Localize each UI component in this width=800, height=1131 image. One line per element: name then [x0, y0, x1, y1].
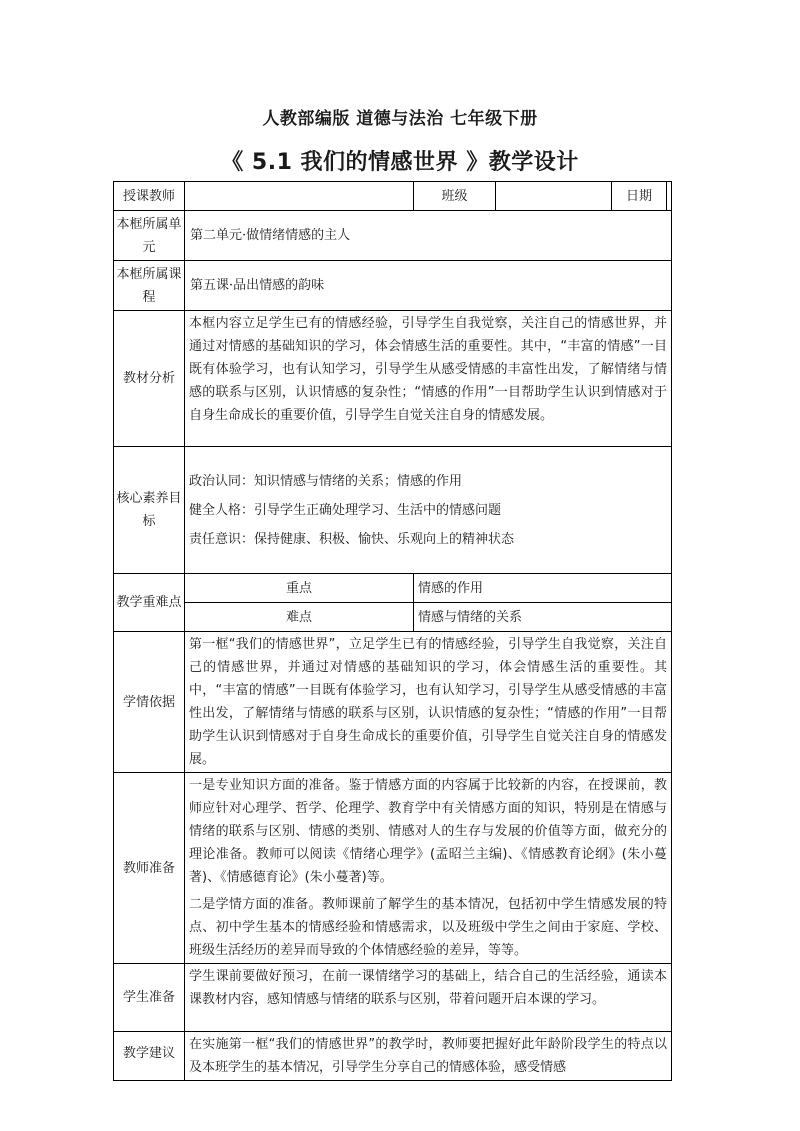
difficulty-value: 情感与情绪的关系: [414, 603, 672, 632]
teacher-value-cell[interactable]: [185, 182, 414, 211]
course-value: 第五课·品出情感的韵味: [185, 261, 672, 311]
class-value-cell[interactable]: [496, 182, 612, 211]
info-row: [114, 182, 672, 211]
focus-label: 重点: [185, 574, 414, 603]
student-basis-label: 学情依据: [114, 632, 185, 773]
key-point-row: [114, 574, 672, 603]
unit-label: 本框所属单元: [114, 211, 185, 261]
teacher-prep-row: [114, 773, 672, 964]
lesson-plan-table: [113, 181, 672, 1081]
unit-row: [114, 211, 672, 261]
class-label: 班级: [414, 182, 496, 211]
core-literacy-row: [114, 447, 672, 574]
student-prep-row: [114, 964, 672, 1032]
focus-value: 情感的作用: [414, 574, 672, 603]
textbook-analysis-text: 本框内容立足学生已有的情感经验，引导学生自我觉察，关注自己的情感世界，并通过对情感的基础知识的学习，体会情感生活的重要性。其中，“丰富的情感”一目既有体验学习，也有认知学习，引导学生从感受情感的丰富性出发，了解情绪与情感的联系与区别，认识情感的复杂性；“情感的作用”一目帮助学生认识到情感对于自身生命成长的重要价值，引导学生自觉关注自身的情感发展。: [185, 311, 672, 447]
student-prep-label: 学生准备: [114, 964, 185, 1032]
date-label: 日期: [612, 182, 667, 211]
student-basis-text: 第一框“我们的情感世界”，立足学生已有的情感经验，引导学生自我觉察，关注自己的情感世界，并通过对情感的基础知识的学习，体会情感生活的重要性。其中，“丰富的情感”一目既有体验学习，也有认知学习，引导学生从感受情感的丰富性出发，了解情绪与情感的联系与区别，认识情感的复杂性；“情感的作用”一目帮助学生认识到情感对于自身生命成长的重要价值，引导学生自觉关注自身的情感发展。: [185, 632, 672, 773]
teacher-prep-label: 教师准备: [114, 773, 185, 964]
difficulty-label: 难点: [185, 603, 414, 632]
teacher-prep-content: [185, 773, 672, 964]
teacher-prep-paragraph: 二是学情方面的准备。教师课前了解学生的基本情况，包括初中学生情感发展的特点、初中学生基本的情感经验和情感需求，以及班级中学生之间由于家庭、学校、班级生活经历的差异而导致的个体情感经验的差异，等等。: [189, 897, 667, 958]
course-label: 本框所属课程: [114, 261, 185, 311]
textbook-analysis-label: 教材分析: [114, 311, 185, 447]
core-literacy-label: 核心素养目标: [114, 447, 185, 574]
document-subtitle: 人教部编版 道德与法治 七年级下册: [262, 109, 538, 129]
student-prep-text: 学生课前要做好预习，在前一课情绪学习的基础上，结合自己的生活经验，通读本课教材内容，感知情感与情绪的联系与区别，带着问题开启本课的学习。: [185, 964, 672, 1032]
difficulty-row: [114, 603, 672, 632]
teacher-label: 授课教师: [114, 182, 185, 211]
core-literacy-item: 责任意识：保持健康、积极、愉快、乐观向上的精神状态: [189, 531, 515, 547]
student-basis-row: [114, 632, 672, 773]
course-row: [114, 261, 672, 311]
teacher-prep-paragraph: 一是专业知识方面的准备。鉴于情感方面的内容属于比较新的内容，在授课前，教师应针对心理学、哲学、伦理学、教育学中有关情感方面的知识，特别是在情感与情绪的联系与区别、情感的类别、情感对人的生存与发展的价值等方面，做充分的理论准备。教师可以阅读《情绪心理学》(孟昭兰主编)、《情感教育论纲》(朱小蔓著)、《情感德育论》(朱小蔓著)等。: [189, 778, 667, 885]
unit-value: 第二单元·做情绪情感的主人: [185, 211, 672, 261]
teaching-suggestion-row: [114, 1032, 672, 1081]
document-title: 《 5.1 我们的情感世界 》教学设计: [221, 150, 579, 175]
teaching-suggestion-label: 教学建议: [114, 1032, 185, 1081]
core-literacy-item: 健全人格：引导学生正确处理学习、生活中的情感问题: [189, 502, 502, 518]
date-value-cell[interactable]: [667, 182, 672, 211]
textbook-analysis-row: [114, 311, 672, 447]
key-points-label: 教学重难点: [114, 574, 185, 632]
core-literacy-list: [185, 447, 672, 574]
core-literacy-item: 政治认同：知识情感与情绪的关系；情感的作用: [189, 473, 463, 489]
teaching-suggestion-text: 在实施第一框“我们的情感世界”的教学时，教师要把握好此年龄阶段学生的特点以及本班学生的基本情况，引导学生分享自己的情感体验，感受情感: [185, 1032, 672, 1081]
